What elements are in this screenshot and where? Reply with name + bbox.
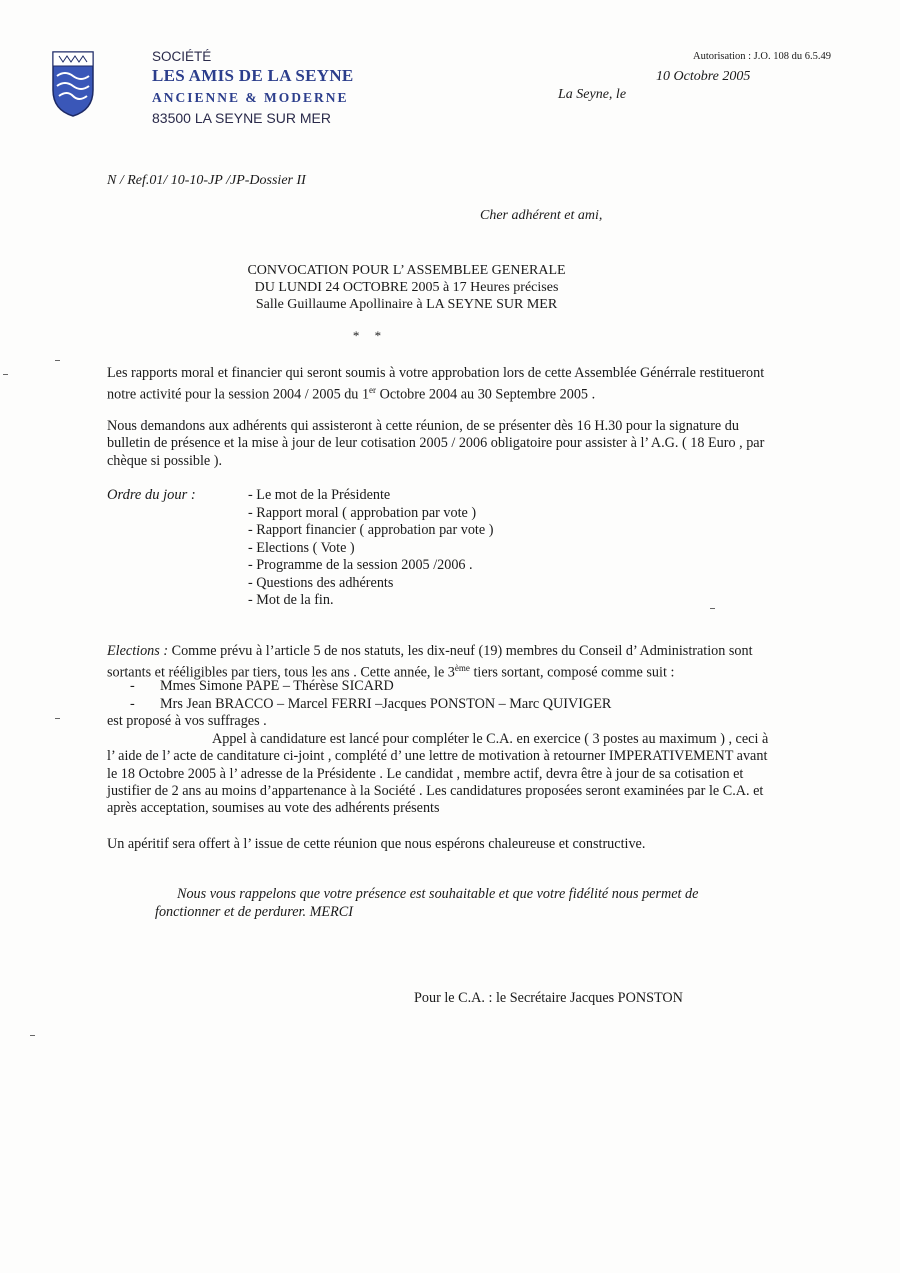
paragraph-candidature: Appel à candidature est lancé pour compléter le C.A. en exercice ( 3 postes au maximum ) , ceci à l’ aide de l’ acte de canditature ci-joint , complété d’ une lettre de motivation à retourner IMPERATIVEMENT avant le 18 Octobre 2005 à l’ adresse de la Présidente . Le candidat , membre actif, devra être à jour de sa cotisation et justifier de 2 ans au moins d’appartenance à la Société . Les candidatures proposées seront examinées par le C.A. et après acceptation, soumises au vote des adhérents présents bbox=[107, 731, 769, 817]
scan-mark bbox=[710, 608, 715, 609]
agenda-item: - Mot de la fin. bbox=[248, 592, 334, 608]
agenda-list bbox=[248, 487, 493, 610]
scan-mark bbox=[55, 718, 60, 719]
agenda-item: - Rapport financier ( approbation par vote ) bbox=[248, 522, 494, 538]
list-item: - Mmes Simone PAPE – Thérèse SICARD bbox=[130, 678, 394, 694]
letter-date: 10 Octobre 2005 bbox=[656, 69, 751, 84]
coat-of-arms-icon bbox=[51, 48, 95, 118]
convocation-date: DU LUNDI 24 OCTOBRE 2005 à 17 Heures précises bbox=[254, 280, 559, 295]
scan-mark bbox=[30, 1035, 35, 1036]
paragraph-reports: Les rapports moral et financier qui seront soumis à votre approbation lors de cette Assemblée Générrale restitueront notre activité pour la session 2004 / 2005 du 1er Octobre 2004 au 30 Septembre 2005 . bbox=[107, 365, 765, 404]
paragraph-attendance: Nous demandons aux adhérents qui assisteront à cette réunion, de se présenter dès 16 H.30 pour la signature du bulletin de présence et la mise à jour de leur cotisation 2005 / 2006 obligatoire pour assister à l’ A.G. ( 18 Euro , par chèque si possible ). bbox=[107, 418, 765, 469]
agenda-item: - Le mot de la Présidente bbox=[248, 487, 391, 503]
organisation-subtitle: ANCIENNE & MODERNE bbox=[152, 90, 349, 105]
paragraph-aperitif: Un apéritif sera offert à l’ issue de cette réunion que nous espérons chaleureuse et constructive. bbox=[107, 836, 646, 852]
scan-mark bbox=[55, 360, 60, 361]
agenda-item: - Rapport moral ( approbation par vote ) bbox=[248, 504, 477, 521]
letter-place: La Seyne, le bbox=[558, 87, 627, 102]
outgoing-members-list bbox=[130, 678, 611, 713]
closing-note: Nous vous rappelons que votre présence est souhaitable et que votre fidélité nous permet de fonctionner et de perdurer. MERCI bbox=[155, 886, 699, 920]
organisation-name: LES AMIS DE LA SEYNE bbox=[152, 66, 354, 85]
agenda-item: - Questions des adhérents bbox=[248, 574, 394, 591]
convocation-venue: Salle Guillaume Apollinaire à LA SEYNE SUR MER bbox=[255, 297, 558, 312]
agenda-label: Ordre du jour : bbox=[107, 487, 196, 503]
agenda-item: - Elections ( Vote ) bbox=[248, 539, 355, 556]
organisation-address: 83500 LA SEYNE SUR MER bbox=[152, 110, 331, 126]
reference: N / Ref.01/ 10-10-JP /JP-Dossier II bbox=[107, 173, 306, 188]
list-item: - Mrs Jean BRACCO – Marcel FERRI –Jacques PONSTON – Marc QUIVIGER bbox=[130, 695, 612, 712]
convocation-title: CONVOCATION POUR L’ ASSEMBLEE GENERALE bbox=[247, 263, 566, 278]
societe-label: SOCIÉTÉ bbox=[152, 49, 212, 64]
elections-label: Elections : bbox=[107, 643, 169, 659]
greeting: Cher adhérent et ami, bbox=[480, 208, 603, 223]
paragraph-elections: Elections : Comme prévu à l’article 5 de nos statuts, les dix-neuf (19) membres du Conseil d’ Administration sont sortants et rééligibles par tiers, tous les ans . Cette année, le 3ème tiers sortant, composé comme suit : bbox=[107, 643, 753, 682]
elections-after: est proposé à vos suffrages . bbox=[107, 713, 267, 729]
separator-stars: * * bbox=[352, 328, 388, 343]
agenda-item: - Programme de la session 2005 /2006 . bbox=[248, 557, 473, 573]
scan-mark bbox=[3, 374, 8, 375]
signature: Pour le C.A. : le Secrétaire Jacques PONSTON bbox=[414, 990, 683, 1006]
authorisation-note: Autorisation : J.O. 108 du 6.5.49 bbox=[693, 51, 831, 62]
